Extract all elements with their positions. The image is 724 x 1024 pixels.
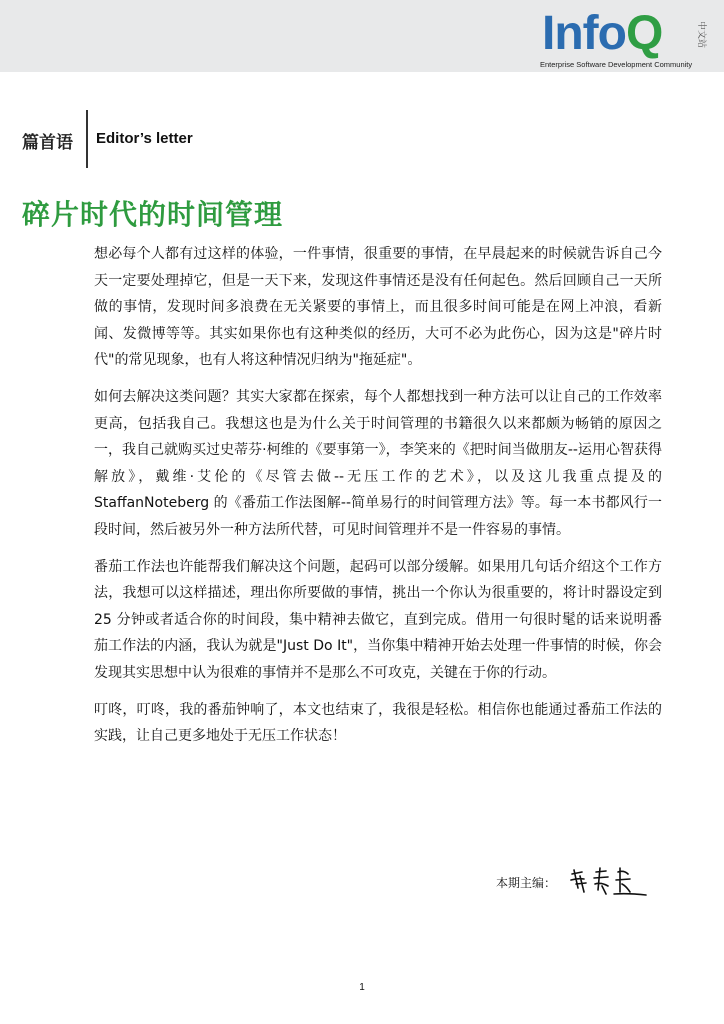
section-label: 篇首语 [22, 133, 73, 153]
logo-side-text: 中文站 [696, 20, 707, 49]
article-paragraph: 如何去解决这类问题？其实大家都在探索，每个人都想找到一种方法可以让自己的工作效率更高，包括我自己。我想这也是为什么关于时间管理的书籍很久以来都颇为畅销的原因之一，我自己就购买过史蒂芬·柯维的《要事第一》，李笑来的《把时间当做朋友--运用心智获得解放》，戴维·艾伦的《尽管去做--无压工作的艺术》，以及这儿我重点提及的StaffanNoteberg 的《番茄工作法图解--简单易行的时间管理方法》等。每一本书都风行一段时间，然后被另外一种方法所代替，可见时间管理并不是一件容易的事情。 [94, 388, 662, 538]
article-paragraph: 叮咚，叮咚，我的番茄钟响了，本文也结束了，我很是轻松。相信你也能通过番茄工作法的实践，让自己更多地处于无压工作状态！ [94, 701, 662, 745]
logo-text-main: Info [542, 7, 626, 60]
infoq-logo [540, 8, 710, 70]
section-divider [86, 110, 88, 168]
article-paragraph: 番茄工作法也许能帮我们解决这个问题，起码可以部分缓解。如果用几句话介绍这个工作方法，我想可以这样描述，理出你所要做的事情，挑出一个你认为很重要的，将计时器设定到 25 分钟或者适合你的时间段，集中精神去做它，直到完成。借用一句很时髦的话来说明番茄工作法的内涵，我认为就是"Just Do It"，当你集中精神开始去处理一件事情的时候，你会发现其实思想中认为很难的事情并不是那么不可攻克，关键在于你的行动。 [94, 558, 662, 681]
header-bar [0, 0, 724, 72]
logo-tagline: Enterprise Software Development Community [540, 60, 693, 69]
article-headline: 碎片时代的时间管理 [22, 198, 284, 231]
section-title: Editor’s letter [96, 130, 193, 147]
editor-label: 本期主编： [496, 875, 557, 890]
editor-signoff [496, 862, 648, 902]
handwritten-signature [568, 864, 648, 900]
page-number: 1 [359, 982, 365, 993]
logo-wordmark [542, 6, 662, 62]
article-body [94, 241, 662, 760]
logo-text-accent: Q [625, 7, 663, 60]
article-paragraph: 想必每个人都有过这样的体验，一件事情，很重要的事情，在早晨起来的时候就告诉自己今天一定要处理掉它，但是一天下来，发现这件事情还是没有任何起色。然后回顾自己一天所做的事情，发现时间多浪费在无关紧要的事情上，而且很多时间可能是在网上冲浪，看新闻、发微博等等。其实如果你也有这种类似的经历，大可不必为此伤心，因为这是"碎片时代"的常见现象，也有人将这种情况归纳为"拖延症"。 [94, 246, 662, 369]
